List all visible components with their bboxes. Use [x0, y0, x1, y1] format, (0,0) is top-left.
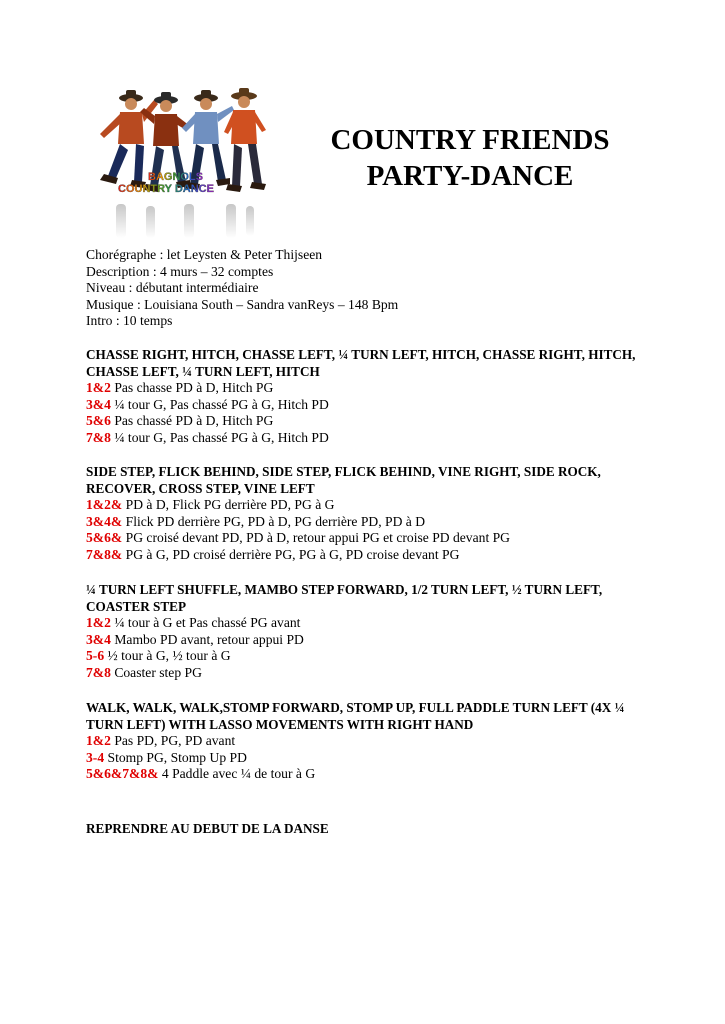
step-count: 5&6&: [86, 530, 123, 546]
step-row: [86, 547, 646, 564]
info-niveau: Niveau : débutant intermédiaire: [86, 280, 259, 296]
section-3: [86, 582, 646, 682]
step-text: Mambo PD avant, retour appui PD: [110, 631, 304, 647]
logo-text-line1: BAGNOLS: [148, 171, 203, 183]
title-line-1: COUNTRY FRIENDS: [330, 124, 610, 156]
step-text: Pas chassé PD à D, Hitch PG: [110, 413, 274, 429]
title-line-2: PARTY-DANCE: [366, 160, 574, 192]
step-count: 1&2&: [86, 497, 123, 513]
step-row: [86, 766, 646, 783]
step-text: Pas chasse PD à D, Hitch PG: [110, 380, 274, 396]
step-count: 1&2: [86, 380, 111, 396]
step-text: PG à G, PD croisé derrière PG, PG à G, PD croise devant PG: [122, 546, 460, 562]
step-count: 3&4: [86, 396, 111, 412]
step-text: Coaster step PG: [110, 664, 202, 680]
step-count: 5-6: [86, 648, 105, 664]
dancer-figure-4: [224, 88, 266, 192]
section-1: [86, 347, 646, 447]
page-title: [300, 122, 640, 194]
step-count: 1&2: [86, 733, 111, 749]
step-text: Flick PD derrière PG, PD à D, PG derrière PD, PD à D: [122, 513, 426, 529]
step-row: [86, 632, 646, 649]
logo-image: [86, 86, 282, 244]
step-count: 7&8: [86, 429, 111, 445]
step-row: [86, 615, 646, 632]
logo-text-line2: COUNTRY DANCE: [118, 183, 214, 195]
info-choregraphe: Chorégraphe : let Leysten & Peter Thijseen: [86, 247, 323, 262]
step-count: 5&6: [86, 413, 111, 429]
section-title: SIDE STEP, FLICK BEHIND, SIDE STEP, FLICK BEHIND, VINE RIGHT, SIDE ROCK, RECOVER, CROSS STEP, VINE LEFT: [86, 464, 601, 496]
step-row: [86, 733, 646, 750]
step-row: [86, 397, 646, 414]
step-text: PG croisé devant PD, PD à D, retour appui PG et croise PD devant PG: [122, 530, 510, 546]
step-row: [86, 413, 646, 430]
section-title: ¼ TURN LEFT SHUFFLE, MAMBO STEP FORWARD, 1/2 TURN LEFT, ½ TURN LEFT, COASTER STEP: [86, 582, 603, 614]
info-musique: Musique : Louisiana South – Sandra vanReys – 148 Bpm: [86, 296, 399, 312]
dance-info: [86, 247, 398, 330]
step-count: 7&8: [86, 664, 111, 680]
step-count: 3&4: [86, 631, 111, 647]
section-title: CHASSE RIGHT, HITCH, CHASSE LEFT, ¼ TURN LEFT, HITCH, CHASSE RIGHT, HITCH, CHASSE LEFT, ¼ TURN LEFT, HITCH: [86, 347, 636, 379]
step-text: 4 Paddle avec ¼ de tour à G: [158, 766, 316, 782]
step-text: ¼ tour à G et Pas chassé PG avant: [110, 615, 301, 631]
step-count: 5&6&7&8&: [86, 766, 159, 782]
step-count: 7&8&: [86, 546, 123, 562]
step-text: ¼ tour G, Pas chassé PG à G, Hitch PD: [110, 429, 329, 445]
info-intro: Intro : 10 temps: [86, 313, 173, 329]
section-2: [86, 464, 646, 564]
dancers-illustration: [86, 86, 282, 244]
step-text: ¼ tour G, Pas chassé PG à G, Hitch PD: [110, 396, 329, 412]
step-row: [86, 430, 646, 447]
step-count: 3&4&: [86, 513, 123, 529]
step-row: [86, 648, 646, 665]
step-text: Stomp PG, Stomp Up PD: [104, 749, 247, 765]
step-row: [86, 530, 646, 547]
step-row: [86, 497, 646, 514]
step-count: 3-4: [86, 749, 105, 765]
step-text: PD à D, Flick PG derrière PD, PG à G: [122, 497, 335, 513]
step-text: ½ tour à G, ½ tour à G: [104, 648, 231, 664]
info-description: Description : 4 murs – 32 comptes: [86, 263, 274, 279]
restart-instruction: REPRENDRE AU DEBUT DE LA DANSE: [86, 821, 329, 836]
section-4: [86, 700, 646, 783]
step-row: [86, 514, 646, 531]
step-count: 1&2: [86, 615, 111, 631]
step-text: Pas PD, PG, PD avant: [110, 733, 236, 749]
section-title: WALK, WALK, WALK,STOMP FORWARD, STOMP UP, FULL PADDLE TURN LEFT (4X ¼ TURN LEFT) WITH LASSO MOVEMENTS WITH RIGHT HAND: [86, 700, 625, 732]
step-row: [86, 380, 646, 397]
step-row: [86, 665, 646, 682]
step-row: [86, 750, 646, 767]
